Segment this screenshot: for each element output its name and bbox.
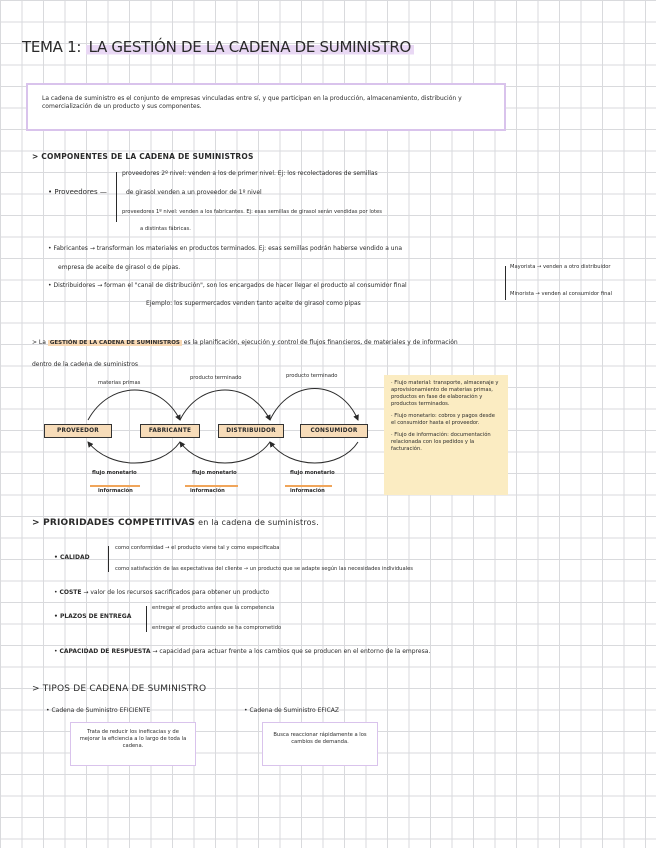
node-fabricante: FABRICANTE: [140, 424, 200, 438]
plazos-line2: entregar el producto cuando se ha comprometido: [152, 625, 282, 631]
components-heading: > COMPONENTES DE LA CADENA DE SUMINISTROS: [32, 152, 254, 161]
plazos-label: • PLAZOS DE ENTREGA: [54, 613, 132, 620]
calidad-brace: [108, 546, 113, 572]
top-label-2: producto terminado: [190, 375, 242, 381]
page-title: [22, 38, 414, 56]
bottom-label-3: flujo monetario: [290, 470, 335, 476]
eficaz-box: Busca reaccionar rápidamente a los cambios de demanda.: [262, 722, 378, 766]
arrow-top-2: [180, 390, 270, 420]
info-label-2: información: [190, 488, 225, 494]
note-material: · Flujo material: transporte, almacenaje y aprovisionamiento de materias primas, productos en fase de elaboración y productos terminados.: [391, 380, 499, 408]
title-prefix: TEMA 1:: [22, 38, 82, 56]
bottom-label-2: flujo monetario: [192, 470, 237, 476]
node-consumidor: CONSUMIDOR: [300, 424, 368, 438]
proveedores-line3: proveedores 1º nivel: venden a los fabricantes. Ej: esas semillas de girasol serán vendidas por lotes: [122, 209, 382, 215]
capacidad-row: • CAPACIDAD DE RESPUESTA → capacidad para actuar frente a los cambios que se producen en el entorno de la empresa.: [54, 648, 431, 655]
distribuidores-line2: Ejemplo: los supermercados venden tanto aceite de girasol como pipas: [146, 300, 361, 307]
arrow-bottom-2: [180, 442, 270, 463]
arrow-bottom-1: [88, 442, 180, 463]
definition-box: [26, 83, 506, 131]
proveedores-line4: a distintas fábricas.: [140, 226, 191, 232]
proveedores-line1: proveedores 2º nivel: venden a los de primer nivel. Ej: los recolectadores de semillas: [122, 170, 378, 177]
distribuidores-row: • Distribuidores → forman el "canal de distribución", son los encargados de hacer llegar el producto al consumidor final: [48, 282, 407, 289]
coste-text: → valor de los recursos sacrificados para obtener un producto: [83, 589, 270, 596]
proveedores-brace: [116, 172, 121, 222]
eficiente-box: Trata de reducir los ineficacias y de mejorar la eficiencia a lo largo de toda la cadena.: [70, 722, 196, 766]
calidad-line1: como conformidad → el producto viene tal y como especificaba: [115, 545, 280, 551]
top-label-1: materias primas: [98, 380, 141, 386]
eficaz-label: • Cadena de Suministro EFICAZ: [244, 707, 340, 714]
flows-note: [384, 375, 508, 495]
gestion-highlight: GESTIÓN DE LA CADENA DE SUMINISTROS: [49, 340, 180, 346]
bottom-label-1: flujo monetario: [92, 470, 137, 476]
arrow-bottom-3: [270, 442, 358, 463]
title-text: LA GESTIÓN DE LA CADENA DE SUMINISTRO: [86, 38, 414, 56]
gestion-line1: > La GESTIÓN DE LA CADENA DE SUMINISTROS es la planificación, ejecución y control de flujos financieros, de materiales y de información: [32, 339, 458, 346]
minorista-row: Minorista → venden al consumidor final: [510, 291, 612, 297]
info-label-1: información: [98, 488, 133, 494]
proveedores-label: • Proveedores —: [48, 188, 107, 196]
fabricantes-label: Fabricantes: [53, 245, 88, 252]
prioridades-heading: > PRIORIDADES COMPETITIVAS en la cadena de suministros.: [32, 518, 319, 528]
top-label-3: producto terminado: [286, 373, 338, 379]
arrow-top-3: [270, 389, 358, 421]
note-informacion: · Flujo de información: documentación relacionada con los pedidos y la facturación.: [391, 432, 491, 453]
calidad-label: • CALIDAD: [54, 554, 90, 561]
info-label-3: información: [290, 488, 325, 494]
coste-label: COSTE: [59, 589, 82, 596]
gestion-line2: dentro de la cadena de suministros: [32, 361, 139, 368]
plazos-brace: [146, 606, 151, 632]
capacidad-text: → capacidad para actuar frente a los cambios que se producen en el entorno de la empresa.: [152, 648, 431, 655]
proveedores-line2: de girasol venden a un proveedor de 1º nivel: [126, 189, 262, 196]
node-proveedor: PROVEEDOR: [44, 424, 112, 438]
eficiente-label: • Cadena de Suministro EFICIENTE: [46, 707, 151, 714]
plazos-line1: entregar el producto antes que la competencia: [152, 605, 275, 611]
fabricantes-row: • Fabricantes → transforman los materiales en productos terminados. Ej: esas semillas podrán haberse vendido a una: [48, 245, 403, 252]
capacidad-label: CAPACIDAD DE RESPUESTA: [59, 648, 151, 655]
node-distribuidor: DISTRIBUIDOR: [218, 424, 284, 438]
distribuidores-line1: → forman el "canal de distribución", son los encargados de hacer llegar el producto al consumidor final: [97, 282, 407, 289]
definition-text: La cadena de suministro es el conjunto de empresas vinculadas entre sí, y que participan en la producción, almacenamiento, distribución y comercialización de un producto y sus componentes.: [42, 95, 462, 111]
note-monetario: · Flujo monetario: cobros y pagos desde el consumidor hasta el proveedor.: [391, 413, 495, 427]
coste-row: • COSTE → valor de los recursos sacrificados para obtener un producto: [54, 589, 270, 596]
fabricantes-line2: empresa de aceite de girasol o de pipas.: [58, 264, 181, 271]
mayorista-row: Mayorista → venden a otro distribuidor: [510, 264, 611, 270]
tipos-heading: > TIPOS DE CADENA DE SUMINISTRO: [32, 684, 207, 694]
distribuidores-label: Distribuidores: [53, 282, 96, 289]
arrow-top-1: [88, 390, 180, 420]
calidad-line2: como satisfacción de las expectativas del cliente → un producto que se adapte según las necesidades individuales: [115, 566, 413, 572]
fabricantes-line1: → transforman los materiales en productos terminados. Ej: esas semillas podrán haberse vendido a una: [89, 245, 403, 252]
